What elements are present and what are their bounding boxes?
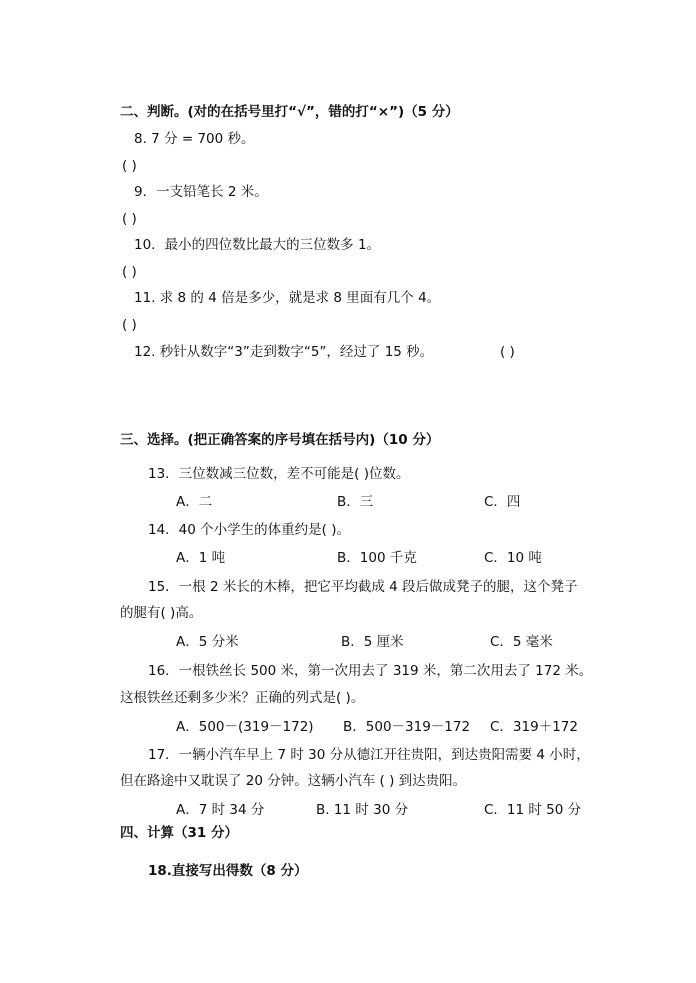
q15-option-b: B．5 厘米 xyxy=(341,634,404,650)
section-4-title: 四、计算（31 分） xyxy=(120,825,238,841)
question-17-line-2: 但在路途中又耽误了 20 分钟。这辆小汽车 ( ) 到达贵阳。 xyxy=(120,773,467,789)
question-17-line-1: 17．一辆小汽车早上 7 时 30 分从德江开往贵阳，到达贵阳需要 4 小时， xyxy=(148,747,590,763)
question-9: 9．一支铅笔长 2 米。 xyxy=(134,184,268,200)
q13-option-b: B．三 xyxy=(337,494,374,510)
q16-option-a: A．500－(319－172) xyxy=(176,719,314,735)
question-15-line-2: 的腿有( )高。 xyxy=(120,605,203,621)
q17-option-c: C．11 时 50 分 xyxy=(484,802,582,818)
q13-option-c: C．四 xyxy=(484,494,521,510)
question-11: 11. 求 8 的 4 倍是多少，就是求 8 里面有几个 4。 xyxy=(134,290,441,306)
q14-option-c: C．10 吨 xyxy=(484,550,542,566)
q14-option-b: B．100 千克 xyxy=(337,550,417,566)
q16-option-c: C．319＋172 xyxy=(490,719,578,735)
q16-option-b: B．500－319－172 xyxy=(343,719,471,735)
q15-option-a: A．5 分米 xyxy=(176,634,239,650)
q17-option-b: B. 11 时 30 分 xyxy=(316,802,409,818)
question-13: 13．三位数减三位数，差不可能是( )位数。 xyxy=(148,466,410,482)
q15-option-c: C．5 毫米 xyxy=(490,634,553,650)
question-10: 10．最小的四位数比最大的三位数多 1。 xyxy=(134,237,381,253)
question-15-line-1: 15．一根 2 米长的木棒，把它平均截成 4 段后做成凳子的腿，这个凳子 xyxy=(148,579,578,595)
section-2-title: 二、判断。(对的在括号里打“√”，错的打“×”)（5 分） xyxy=(120,104,459,120)
question-16-line-2: 这根铁丝还剩多少米？正确的列式是( )。 xyxy=(120,690,365,706)
q14-option-a: A．1 吨 xyxy=(176,550,226,566)
question-14: 14．40 个小学生的体重约是( )。 xyxy=(148,522,350,538)
q13-option-a: A．二 xyxy=(176,494,213,510)
answer-blank-12[interactable]: ( ) xyxy=(500,344,515,360)
answer-blank-8[interactable]: ( ) xyxy=(122,158,137,174)
answer-blank-11[interactable]: ( ) xyxy=(122,317,137,333)
q17-option-a: A．7 时 34 分 xyxy=(176,802,265,818)
question-12: 12. 秒针从数字“3”走到数字“5”，经过了 15 秒。 xyxy=(134,344,434,360)
section-3-title: 三、选择。(把正确答案的序号填在括号内)（10 分） xyxy=(120,432,440,448)
question-16-line-1: 16．一根铁丝长 500 米，第一次用去了 319 米，第二次用去了 172 米。 xyxy=(148,663,593,679)
question-18: 18.直接写出得数（8 分） xyxy=(148,863,308,879)
answer-blank-9[interactable]: ( ) xyxy=(122,211,137,227)
question-8: 8. 7 分 = 700 秒。 xyxy=(134,131,255,147)
answer-blank-10[interactable]: ( ) xyxy=(122,264,137,280)
